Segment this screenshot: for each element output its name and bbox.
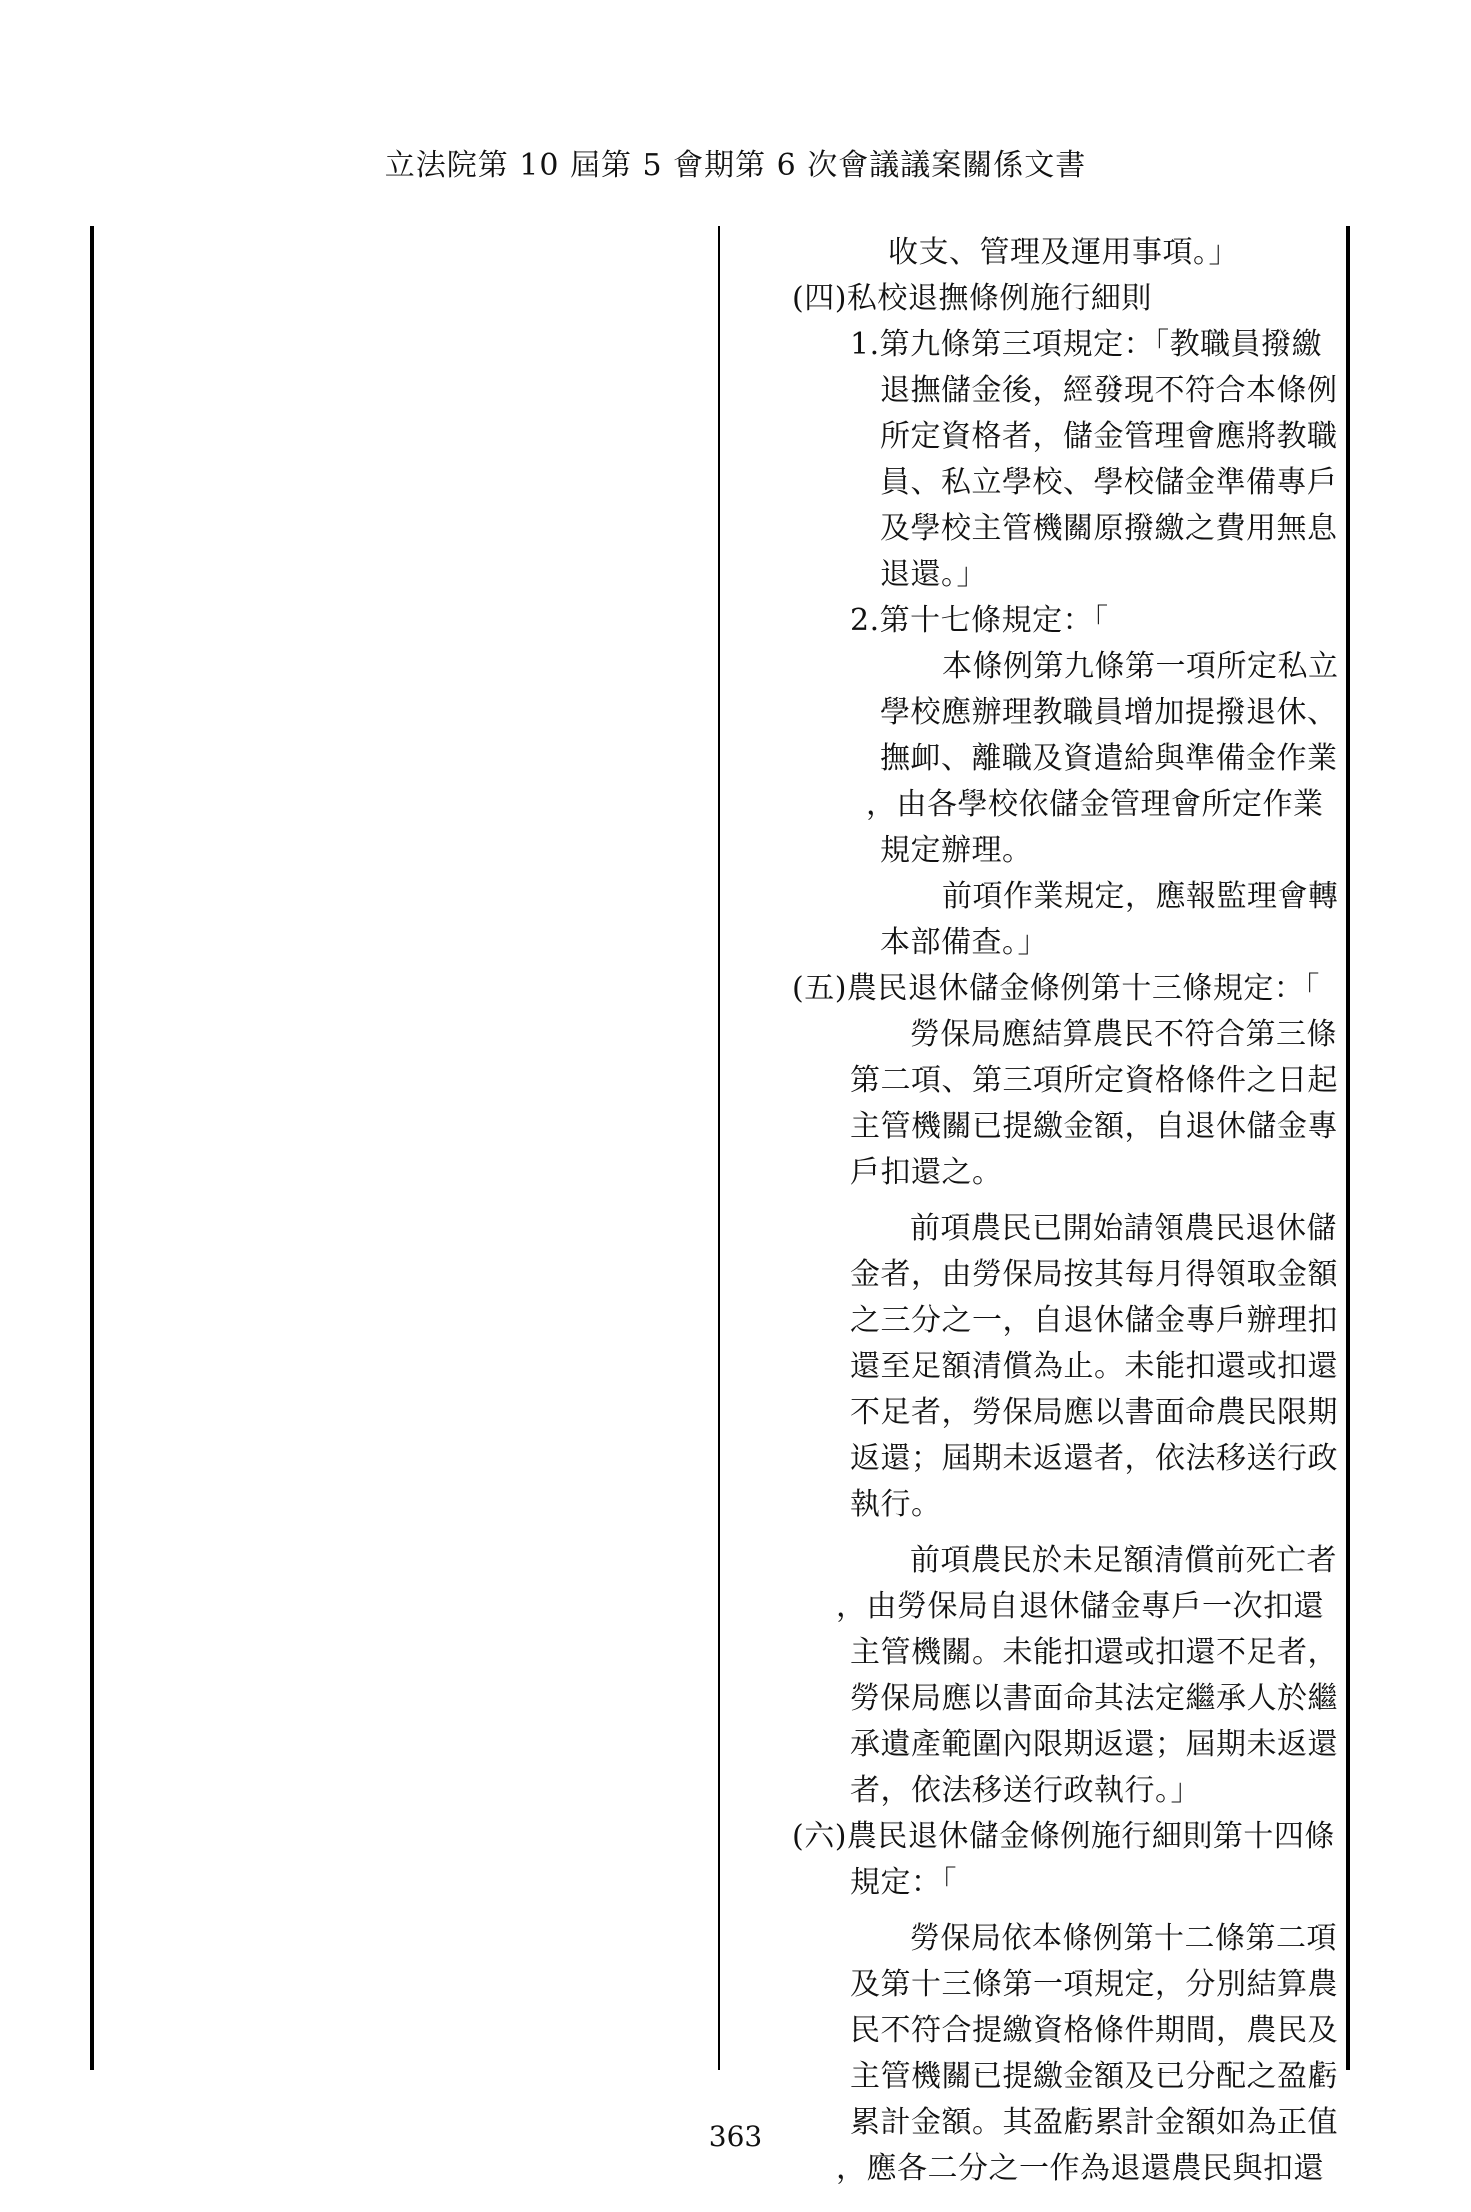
text-line: 前項農民已開始請領農民退休儲	[910, 1211, 1337, 1246]
page-number: 363	[708, 2120, 763, 2153]
text-line: 退撫儲金後，經發現不符合本條例	[880, 373, 1338, 408]
section-heading: (四)私校退撫條例施行細則	[792, 281, 1152, 316]
table-left-border	[90, 226, 94, 2070]
text-line: 及第十三條第一項規定，分別結算農	[850, 1967, 1338, 2002]
text-line: 第二項、第三項所定資格條件之日起	[850, 1063, 1338, 1098]
text-line: 主管機關。未能扣還或扣還不足者，	[850, 1635, 1338, 1670]
text-line: 前項作業規定，應報監理會轉	[942, 879, 1339, 914]
text-line: 前項農民於未足額清償前死亡者	[910, 1543, 1337, 1578]
text-line: 承遺產範圍內限期返還；屆期未返還	[850, 1727, 1338, 1762]
text-line: 者，依法移送行政執行。」	[850, 1773, 1201, 1808]
text-line: 累計金額。其盈虧累計金額如為正值	[850, 2105, 1338, 2140]
text-line: 民不符合提繳資格條件期間，農民及	[850, 2013, 1338, 2048]
text-line: 還至足額清償為止。未能扣還或扣還	[850, 1349, 1338, 1384]
text-line: 戶扣還之。	[850, 1155, 1003, 1190]
list-item-heading: 1.第九條第三項規定：「教職員撥繳	[850, 327, 1323, 362]
text-line: 之三分之一，自退休儲金專戶辦理扣	[850, 1303, 1338, 1338]
text-line: 收支、管理及運用事項。」	[888, 235, 1239, 270]
text-line: 及學校主管機關原撥繳之費用無息	[880, 511, 1338, 546]
text-line: 所定資格者，儲金管理會應將教職	[880, 419, 1338, 454]
page-header-title: 立法院第 10 屆第 5 會期第 6 次會議議案關係文書	[384, 148, 1087, 183]
text-line: ，由勞保局自退休儲金專戶一次扣還	[836, 1589, 1324, 1624]
text-line: 勞保局應以書面命其法定繼承人於繼	[850, 1681, 1338, 1716]
text-line: 勞保局依本條例第十二條第二項	[910, 1921, 1337, 1956]
text-line: 返還；屆期未返還者，依法移送行政	[850, 1441, 1338, 1476]
list-item-heading: 2.第十七條規定：「	[850, 603, 1109, 638]
section-heading: (五)農民退休儲金條例第十三條規定：「	[792, 971, 1320, 1006]
text-line: 主管機關已提繳金額，自退休儲金專	[850, 1109, 1338, 1144]
text-line: ，應各二分之一作為退還農民與扣還	[836, 2151, 1324, 2186]
text-line: 規定辦理。	[880, 833, 1033, 868]
text-line: 不足者，勞保局應以書面命農民限期	[850, 1395, 1338, 1430]
text-line: 金者，由勞保局按其每月得領取金額	[850, 1257, 1338, 1292]
text-line: 本條例第九條第一項所定私立	[942, 649, 1339, 684]
text-line: 主管機關已提繳金額及已分配之盈虧	[850, 2059, 1338, 2094]
text-line: 退還。」	[880, 557, 987, 592]
text-line: 本部備查。」	[880, 925, 1048, 960]
left-column-empty	[96, 226, 716, 2070]
text-line: ，由各學校依儲金管理會所定作業	[866, 787, 1324, 822]
text-line: 執行。	[850, 1487, 942, 1522]
text-line: 員、私立學校、學校儲金準備專戶	[880, 465, 1338, 500]
text-line: 撫卹、離職及資遣給與準備金作業	[880, 741, 1338, 776]
text-line: 勞保局應結算農民不符合第三條	[910, 1017, 1337, 1052]
table-right-border	[1346, 226, 1350, 2070]
section-heading: (六)農民退休儲金條例施行細則第十四條	[792, 1819, 1335, 1854]
text-line: 學校應辦理教職員增加提撥退休、	[880, 695, 1338, 730]
text-line: 規定：「	[850, 1865, 957, 1900]
